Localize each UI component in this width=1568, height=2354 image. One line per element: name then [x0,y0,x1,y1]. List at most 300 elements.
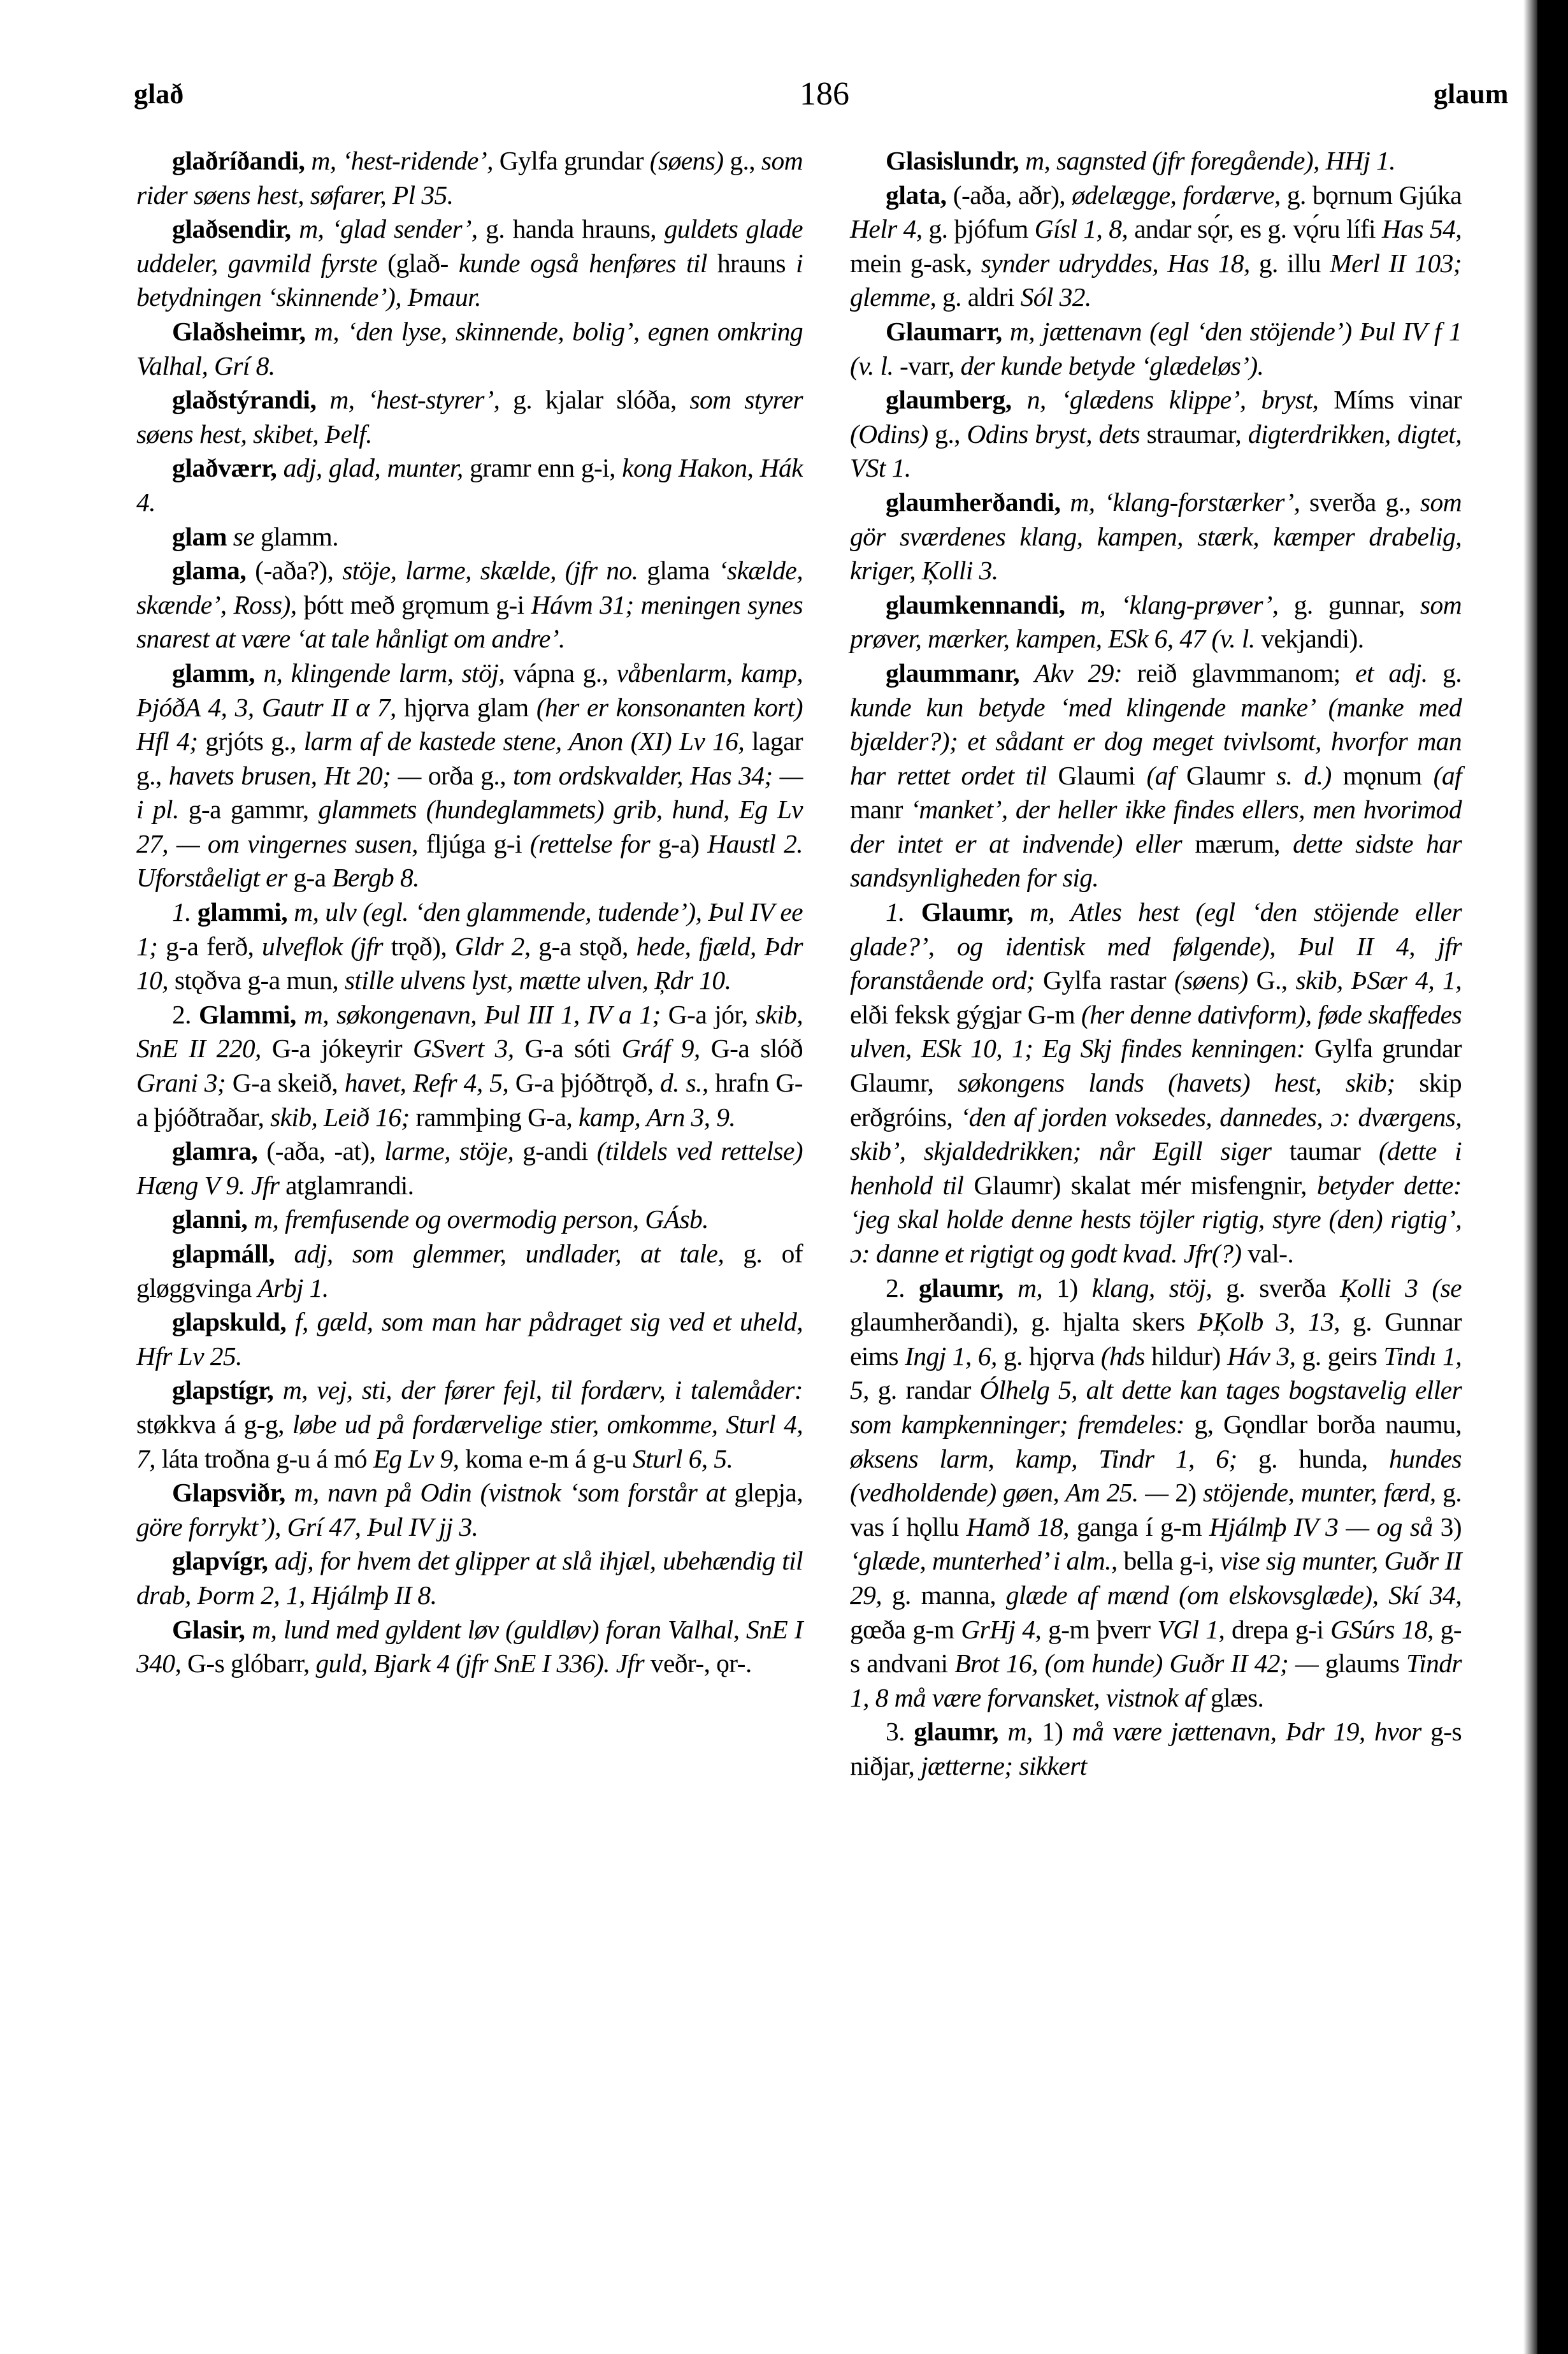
gloss-text: ‘den af jorden voksedes, dannedes, ɔ: dværgens, skib’, skjaldedrikken; når Egill siger [850,1102,1462,1166]
gloss-text: hundes (vedholdende) gøen, Am 25. — [850,1443,1462,1508]
citation-text: g. geirs [1295,1341,1384,1371]
gloss-text: m, fremfusende og overmodig person, GÁsb. [254,1204,708,1234]
citation-text [291,214,299,243]
gloss-text: adj, som glemmer, undlader, at tale, [294,1239,724,1268]
dictionary-entry [850,1271,1462,1715]
citation-text: 1) [1032,1717,1072,1747]
headword: glapvígr, [172,1546,268,1576]
citation-text [1065,590,1081,619]
gloss-text: Grani 3; [136,1068,226,1098]
citation-text [1019,146,1025,175]
gloss-text: kunde også henføres til [458,248,707,278]
dictionary-entry [136,383,803,451]
citation-text [268,1546,275,1575]
gloss-text: m, ‘den lyse, skinnende, bolig’, egnen omkring Valhal, Grí 8. [136,316,803,380]
gloss-text: (dette i henhold til [850,1136,1462,1200]
gloss-text: n, klingende larm, stöj, [263,658,505,688]
gloss-text: ‘glæde, munterhed’ i alm., [850,1546,1118,1576]
gloss-text: løbe ud på fordærvelige stier, omkomme, Sturl 4, 7, [136,1409,803,1473]
gloss-text: VGl 1, [1157,1614,1225,1644]
gloss-text: Has 54, [1381,214,1462,244]
gloss-text: göre forrykt’), Grí 47, Þul IV jj 3. [136,1512,478,1542]
gloss-text: kong Hakon, Hák 4. [136,453,803,517]
citation-text: g. sverða [1212,1273,1341,1303]
citation-text: lagar g., [136,726,803,790]
dictionary-entry [850,588,1462,656]
citation-text: andar sǫ́r, es g. vǫ́ru lífi [1128,214,1382,244]
gloss-text: (her denne dativform), føde skaffedes ulven, ESk 10, 1; Eg Skj findes kenningen: [850,999,1462,1064]
gloss-text: m, ‘klang-prøver’, [1080,589,1279,619]
gloss-text: Tindr 1, 8 må være forvansket, vistnok af [850,1649,1462,1712]
citation-text: g., [928,419,967,449]
citation-text: g. bǫrnum Gjúka [1280,180,1462,210]
dictionary-entry [850,1715,1462,1783]
citation-text: Gylfa rastar [1035,965,1174,995]
citation-text: g. illu [1249,248,1330,278]
citation-text: drepa g-i [1225,1614,1331,1644]
gloss-text: Hamð 18, [966,1512,1069,1542]
headword: glaðríðandi, [172,146,305,175]
dictionary-entry [850,144,1462,178]
citation-text [255,658,263,688]
citation-text: hjǫrva glam [396,692,536,722]
dictionary-entry [136,895,803,998]
dictionary-entry [136,1134,803,1202]
citation-text: ganga í g-m [1068,1512,1209,1542]
gloss-text: (af [1433,760,1462,790]
headword: Glaumarr, [886,316,1002,346]
gloss-text: guld, Bjark 4 (jfr SnE I 336). Jfr [315,1649,645,1679]
gloss-text: Bergb 8. [332,863,419,893]
gloss-text: ‘skælde, skænde’, Ross), [136,556,803,619]
citation-text: rammþing G-a, [409,1102,579,1132]
headword: glaumkennandi, [886,589,1065,619]
citation-text: g-s niðjar, [850,1717,1462,1780]
citation-text: g. [1427,658,1462,688]
gloss-text: glammets (hundeglammets) grib, hund, Eg Lv 27, — om vingernes susen, [136,795,803,858]
citation-text: 3. [886,1717,914,1747]
dictionary-entry [136,1305,803,1373]
gloss-text: (her er konsonanten kort) Hfl 4; [136,692,803,756]
scan-edge-shadow [1523,0,1568,2354]
gloss-text: der kunde betyde ‘glædeløs’). [960,350,1264,380]
citation-text: g. vas í hǫllu [850,1478,1462,1542]
gloss-text: jætterne; sikkert [921,1751,1087,1780]
gloss-text: Haustl 2. Uforståeligt er [136,828,803,893]
gloss-text: guldets glade uddeler, gavmild fyrste [136,214,803,278]
gloss-text: Eg Lv 9, [373,1443,459,1473]
citation-text: G-a jór, [660,999,756,1029]
gloss-text: s. d.) [1276,760,1332,790]
gloss-text: klang, stöj, [1091,1273,1212,1303]
gloss-text: digterdrikken, digtet, VSt 1. [850,419,1462,483]
citation-text: g-a [287,863,333,893]
citation-text: glaums [1318,1649,1407,1679]
gloss-text: (hds [1100,1341,1145,1371]
gloss-text: se [233,521,255,551]
dictionary-entry [850,178,1462,315]
citation-text: 1) [1042,1273,1092,1303]
citation-text [1003,1273,1018,1303]
citation-text: g. manna, [882,1580,1006,1610]
dictionary-entry [136,554,803,656]
gloss-text: m, ‘hest-styrer’, [329,385,500,415]
gloss-text: (rettelse for [529,828,651,858]
citation-text: G-a jókeyrir [261,1034,413,1064]
gloss-text: skib, SnE II 220, [136,999,803,1064]
dictionary-entry [136,1613,803,1681]
citation-text: gramr enn g-i, [463,453,622,483]
citation-text [286,1307,295,1336]
gloss-text: (søens) [1174,965,1248,995]
citation-text [287,897,294,927]
gloss-text: Sturl 6, 5. [633,1443,733,1473]
citation-text [1061,487,1070,517]
gloss-text: GSvert 3, [412,1034,514,1064]
citation-text [275,1239,294,1268]
gloss-text: ødelægge, fordærve, [1072,180,1281,210]
citation-text: g. handa hrauns, [477,214,665,244]
gloss-text: havet, Refr 4, 5, [344,1068,509,1098]
right-column [850,144,1462,1784]
dictionary-entry [136,1202,803,1237]
dictionary-entry [136,1544,803,1612]
gloss-text: betyder dette: ‘jeg skal holde denne hests töjler rigtig, styre (den) rigtig’, ɔ: danne et rigtigt og godt kvad. Jfr(?) [850,1170,1462,1268]
citation-text: g-m þverr [1041,1614,1158,1644]
citation-text: g., [723,146,761,175]
gloss-text: Arbj 1. [257,1273,329,1303]
gloss-text: kamp, Arn 3, 9. [579,1102,736,1132]
gloss-text: m, ‘klang-forstærker’, [1070,487,1300,517]
headword: glamra, [172,1136,258,1166]
gloss-text: adj, for hvem det glipper at slå ihjæl, ubehændig til drab, Þorm 2, 1, Hjálmþ II 8. [136,1546,803,1610]
citation-text: gœða g-m [850,1614,961,1644]
headword: Glapsviðr, [172,1478,285,1508]
headword: glama, [172,556,247,586]
headword: glamm, [172,658,255,688]
citation-text: G-a skeið, [226,1068,345,1098]
gloss-text: d. s., [659,1068,708,1098]
headword: glaumr, [919,1273,1003,1303]
citation-text: g, Gǫndlar borða naumu, [1184,1409,1462,1439]
dictionary-entry [136,998,803,1134]
gloss-text: som gör sværdenes klang, kampen, stærk, kæmper drabelig, kriger, Ķolli 3. [850,487,1462,586]
gloss-text: Gldr 2, [454,931,531,961]
gloss-text: (tildels ved rettelse) Hæng V 9. Jfr [136,1136,803,1200]
headword: glaðsendir, [172,214,291,244]
gloss-text: m, lund med gyldent løv (guldløv) foran Valhal, SnE I 340, [136,1614,803,1679]
citation-text [245,1615,252,1644]
gloss-text: stöjende, munter, færd, [1203,1478,1436,1508]
citation-text: elði feksk gýgjar G-m [850,999,1081,1029]
citation-text [306,317,314,346]
headword: glapmáll, [172,1239,275,1268]
citation-text: orða g., [421,760,514,790]
gloss-text: Sól 32. [1020,282,1091,312]
gloss-text: m, Atles hest (egl ‘den stöjende eller glade?’, og identisk med følgende), Þul II 4, jfr foranstående ord; [850,897,1462,995]
gloss-text: et adj. [1355,658,1428,688]
gloss-text: søkongens lands (havets) hest, skib; [958,1068,1395,1098]
citation-text: taumar [1271,1136,1379,1166]
gloss-text: øksens larm, kamp, Tindr 1, 6; [850,1443,1237,1473]
right-guideword: glaum [1434,78,1509,110]
gloss-text: kunde kun betyde ‘med klingende manke’ (manke med bjælder?); et sådant er dog meget tvivlsomt, hvorfor man har rettet ordet til [850,692,1462,790]
headword: glaðstýrandi, [172,385,317,415]
citation-text: veðr-, ǫr-. [644,1649,752,1679]
citation-text: 2) [1168,1478,1204,1508]
citation-text: (-aða, -at), [257,1136,385,1166]
left-guideword: glað [134,78,184,110]
gloss-text: Akv 29: [1034,658,1123,688]
citation-text: g-andi [514,1136,597,1166]
citation-text: g-a gammr, [178,795,319,825]
headword: glammi, [197,897,288,927]
gloss-text: m, ulv (egl. ‘den glammende, tudende’), Þul IV ee 1; [136,897,803,961]
page-header [0,75,1568,120]
citation-text [273,1375,282,1404]
citation-text: g-a ferð, [157,931,262,961]
dictionary-entry [850,656,1462,895]
gloss-text: Hávm 31; meningen synes snarest at være ‘at tale hånligt om andre’. [136,589,803,654]
gloss-text: m, [1007,1717,1033,1747]
citation-text [998,1717,1007,1746]
citation-text: vekjandi). [1255,624,1364,654]
citation-text: g. hunda, [1237,1443,1390,1473]
gloss-text: skib, ÞSær 4, 1, [1295,965,1462,995]
gloss-text: m, [1018,1273,1043,1303]
citation-text: 2. [172,999,199,1029]
dictionary-entry [136,451,803,519]
citation-text: glæs. [1204,1682,1264,1712]
citation-text [1013,897,1030,927]
citation-text: mærum, [1182,828,1293,858]
citation-text [1002,317,1010,346]
citation-text: val-. [1241,1239,1294,1268]
gloss-text: synder udryddes, Has 18, [981,248,1250,278]
citation-text: g. gunnar, [1278,589,1420,619]
citation-text: hrauns [707,248,796,278]
citation-text: glama [638,556,719,586]
citation-text [296,1000,304,1029]
citation-text: g. randar [868,1375,980,1405]
citation-text [1019,658,1035,688]
citation-text: glepja, [725,1478,803,1508]
citation-text: atglamrandi. [279,1170,414,1200]
citation-text: reið glavmmanom; [1122,658,1356,688]
citation-text [247,1204,254,1234]
citation-text: G-a slóð [700,1034,803,1064]
gloss-text: m, søkongenavn, Þul III 1, IV a 1; [303,999,661,1029]
gloss-text: vise sig munter, Guðr II 29, [850,1546,1462,1610]
gloss-text: Hjálmþ IV 3 — og så [1209,1512,1433,1542]
gloss-text: n, ‘glædens klippe’, bryst, [1026,385,1319,415]
gloss-text: Háv 3, [1226,1341,1296,1371]
gloss-text: som styrer søens hest, skibet, Þelf. [136,385,803,449]
citation-text: G., [1248,965,1296,995]
page-number: 186 [800,76,849,112]
left-column [136,144,803,1681]
citation-text [227,522,233,551]
scan-edge-black [1537,0,1568,2354]
citation-text: láta troðna g-u á mó [155,1443,373,1473]
citation-text: skip erðgróins, [850,1068,1462,1132]
citation-text: straumar, [1140,419,1248,449]
gloss-text: ulveflok (jfr [262,931,383,961]
gloss-text: i betydningen ‘skinnende’), Þmaur. [136,248,803,312]
gloss-text: m, jættenavn (egl ‘den stöjende’) Þul IV f 1 (v. l. [850,316,1462,380]
citation-text: stǫðva g-a mun, [168,965,345,995]
gloss-text: (af [1146,760,1175,790]
citation-text: G-a sóti [514,1034,622,1064]
gloss-text: GrHj 4, [961,1614,1042,1644]
gloss-text: glæde af mænd (om elskovsglæde), Skí 34, [1005,1580,1462,1610]
headword: Glaumr, [921,897,1014,927]
citation-text: 3) [1432,1512,1462,1542]
dictionary-entry [136,315,803,383]
dictionary-entry [850,895,1462,1271]
headword: glaumberg, [886,385,1012,415]
gloss-text: stille ulvens lyst, mætte ulven, Ŗdr 10. [344,965,731,995]
citation-text: g. aldri [936,282,1021,312]
citation-text: hildur) [1144,1341,1227,1371]
dictionary-entry [136,1373,803,1476]
gloss-text: Merl II 103; glemme, [850,248,1462,312]
gloss-text: skib, Leið 16; [270,1102,410,1132]
headword: glam [172,521,227,551]
citation-text [1012,385,1027,414]
citation-text: mein g-ask, [850,248,981,278]
gloss-text: våbenlarm, kamp, ÞjóðA 4, 3, Gautr II α 7, [136,658,803,722]
citation-text: hrafn G-a þjóðtraðar, [136,1068,803,1132]
gloss-text: f, gæld, som man har pådraget sig ved et uheld, Hfr Lv 25. [136,1307,803,1371]
citation-text: Glaumr [1174,760,1277,790]
dictionary-entry [136,520,803,554]
gloss-text: larm af de kastede stene, Anon (XI) Lv 16, [303,726,745,756]
citation-text: g. þjófum [922,214,1035,244]
gloss-text: (søens) [649,146,724,175]
citation-text [317,385,330,414]
gloss-text: Helr 4, [850,214,923,244]
gloss-text: (Odins) [850,419,928,449]
citation-text: glamm. [254,521,338,551]
citation-text: G-s glóbarr, [181,1649,316,1679]
headword: Glaðsheimr, [172,316,306,346]
gloss-text: som prøver, mærker, kampen, ESk 6, 47 (v. l. [850,589,1462,654]
gloss-text: Gísl 1, 8, [1034,214,1128,244]
headword: glapstígr, [172,1375,274,1405]
dictionary-entry [136,212,803,315]
headword: glata, [886,180,947,210]
headword: glaummanr, [886,658,1020,688]
gloss-text: ‘manket’, der heller ikke findes ellers, men hvorimod der intet er at indvende) eller [850,795,1462,858]
gloss-text: m, ‘glad sender’, [299,214,478,244]
citation-text: Míms vinar [1318,385,1462,415]
dictionary-entry [136,1237,803,1305]
dictionary-entry [136,144,803,212]
gloss-text: må være jættenavn, Þdr 19, hvor [1072,1717,1421,1747]
citation-text: grjóts g., [198,726,304,756]
headword: Glammi, [199,999,296,1029]
gloss-text: Ķolli 3 (se [1340,1273,1462,1303]
gloss-text: tom ordskvalder, Has 34; — i pl. [136,760,803,825]
citation-text: (-aða, aðr), [946,180,1072,210]
gloss-text: m, vej, sti, der fører fejl, til fordærv, i talemåder: [282,1375,803,1405]
citation-text: g-a) [650,828,708,858]
citation-text: G-a þjóðtrǫð, [508,1068,660,1098]
gloss-text: som rider søens hest, søfarer, Pl 35. [136,146,803,210]
gloss-text: Ólhelg 5, alt dette kan tages bogstavelig eller som kampkenninger; fremdeles: [850,1375,1462,1439]
citation-text: koma e-m á g-u [459,1443,633,1473]
gloss-text: m, ‘hest-ridende’, [311,146,493,175]
citation-text: g. hjǫrva [996,1341,1101,1371]
citation-text: trǫð), [382,931,455,961]
citation-text: Gylfa grundar Glaumr, [850,1034,1462,1098]
dictionary-entry [136,1476,803,1544]
citation-text: (glað- [377,248,459,278]
citation-text: vápna g., [505,658,617,688]
headword: glaðværr, [172,453,277,483]
dictionary-entry [850,315,1462,383]
gloss-text: Ingj 1, 6, [905,1341,997,1371]
citation-text: g. of gløggvinga [136,1239,803,1303]
gloss-text: Odins bryst, dets [967,419,1140,449]
dictionary-entry [850,383,1462,486]
citation-text: glaumherðandi), g. hjalta skers [850,1307,1198,1337]
gloss-text: 1. [172,897,198,927]
dictionary-entry [136,656,803,895]
gloss-text: adj, glad, munter, [283,453,463,483]
citation-text: støkkva á g-g, [136,1409,292,1439]
headword: glanni, [172,1204,248,1234]
citation-text: g. kjalar slóða, [500,385,690,415]
citation-text: þótt með grǫmum g-i [296,589,531,619]
gloss-text: hede, fjæld, Þdr 10, [136,931,803,995]
citation-text [305,146,312,175]
headword: glaumr, [914,1717,999,1747]
citation-text: -varr, [893,350,961,380]
gloss-text: Gráf 9, [621,1034,700,1064]
headword: Glasislundr, [886,146,1019,175]
citation-text: manr [850,795,911,825]
headword: glaumherðandi, [886,487,1061,517]
gloss-text: m, navn på Odin (vistnok ‘som forstår at [294,1478,726,1508]
citation-text: g-a stǫð, [530,931,637,961]
headword: glapskuld, [172,1307,287,1337]
gloss-text: dette sidste har sandsynligheden for sig. [850,828,1462,893]
gloss-text: Brot 16, (om hunde) Guðr II 42; — [954,1649,1319,1679]
citation-text: 2. [886,1273,919,1303]
gloss-text: havets brusen, Ht 20; — [168,760,421,790]
citation-text [277,453,283,482]
dictionary-entry [850,486,1462,588]
citation-text: sverða g., [1300,487,1420,517]
gloss-text: stöje, larme, skælde, (jfr no. [342,556,638,586]
gloss-text: larme, stöje, [384,1136,514,1166]
citation-text: g. Gunnar eims [850,1307,1462,1371]
citation-text: mǫnum [1331,760,1434,790]
citation-text: g-s andvani [850,1614,1462,1679]
citation-text: bella g-i, [1117,1546,1220,1576]
citation-text: (-aða?), [246,556,343,586]
gloss-text: 1. [886,897,921,927]
citation-text: Glaumr) skalat mér misfengnir, [963,1170,1317,1200]
citation-text: fljúga g-i [417,828,530,858]
gloss-text: GSúrs 18, [1330,1614,1434,1644]
headword: Glasir, [172,1614,245,1644]
citation-text [285,1478,294,1507]
gloss-text: ÞĶolb 3, 13, [1197,1307,1340,1337]
gloss-text: m, sagnsted (jfr foregående), HHj 1. [1025,146,1395,175]
